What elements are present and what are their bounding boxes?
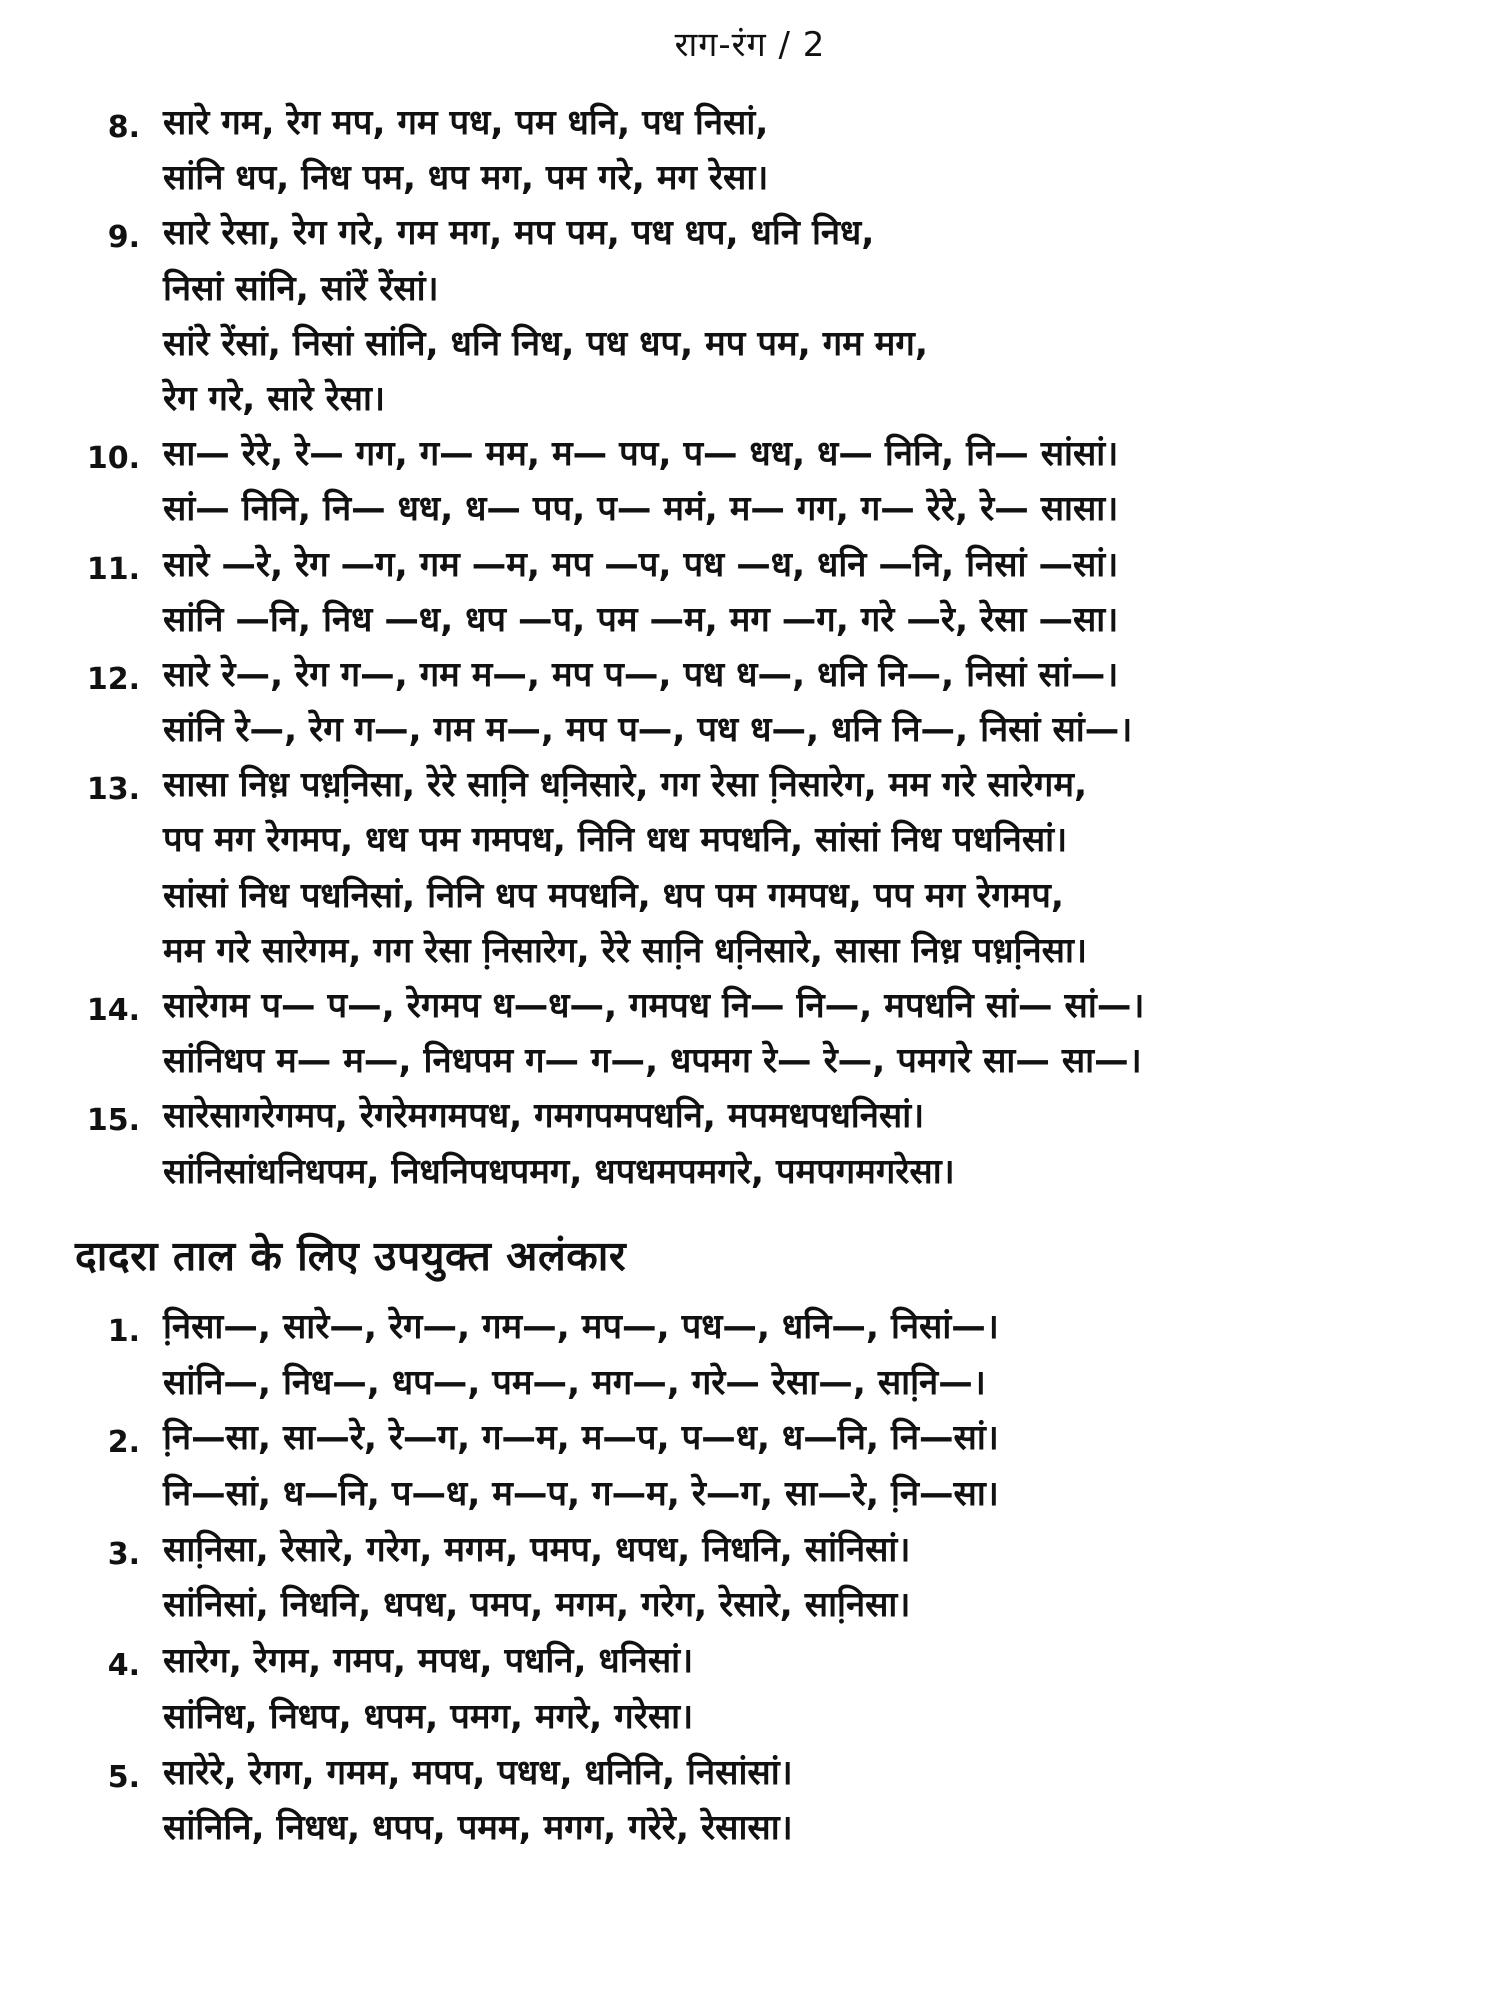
item-number: 10. (86, 441, 140, 477)
list-item (0, 979, 1500, 1089)
page-header: राग-रंग / 2 (674, 25, 826, 65)
alankar-list-dadra (0, 1300, 1500, 1857)
list-item (0, 1300, 1500, 1411)
notation-line: सारे रे—, रेग ग—, गम म—, मप प—, पध ध—, धनि नि—, निसां सां—। (163, 654, 1119, 695)
item-number: 11. (86, 551, 140, 587)
list-item (0, 538, 1500, 648)
notation-line: सासा निध़ पध़नि़सा, रेरे सानि़ धनि़सारे, गग रेसा नि़सारेग, मम गरे सारेगम, (163, 765, 1088, 806)
notation-line: सानि़सा, रेसारे, गरेग, मगम, पमप, धपध, निधनि, सांनिसां। (163, 1529, 911, 1570)
item-number: 5. (107, 1759, 140, 1795)
list-item (0, 1746, 1500, 1857)
notation-line: सांनि—, निध—, धप—, पम—, मग—, गरे— रेसा—, सानि़—। (163, 1362, 986, 1403)
notation-line: सारेग, रेगम, गमप, मपध, पधनि, धनिसां। (163, 1641, 694, 1682)
notation-line: सांनिधप म— म—, निधपम ग— ग—, धपमग रे— रे—, पमगरे सा— सा—। (163, 1041, 1142, 1082)
notation-line: सारेरे, रेगग, गमम, मपप, पधध, धनिनि, निसांसां। (163, 1752, 793, 1793)
notation-line: सा— रेरे, रे— गग, ग— मम, म— पप, प— धध, ध— निनि, नि— सांसां। (163, 434, 1119, 475)
notation-line: सांनिध, निधप, धपम, पमग, मगरे, गरेसा। (163, 1696, 694, 1737)
item-number: 8. (107, 110, 140, 145)
notation-line: सांनिसांधनिधपम, निधनिपधपमग, धपधमपमगरे, पमपगमगरेसा। (163, 1151, 955, 1192)
notation-line: नि़सा—, सारे—, रेग—, गम—, मप—, पध—, धनि—, निसां—। (163, 1307, 999, 1347)
notation-line: रेग गरे, सारे रेसा। (163, 378, 386, 419)
notation-line: सारे गम, रेग मप, गम पध, पम धनि, पध निसां, (163, 103, 769, 143)
alankar-list-main (0, 96, 1500, 1200)
list-item (0, 758, 1500, 979)
item-number: 2. (107, 1425, 140, 1461)
notation-line: मम गरे सारेगम, गग रेसा नि़सारेग, रेरे सानि़ धनि़सारे, सासा निध़ पध़नि़सा। (163, 930, 1088, 971)
notation-line: नि़—सा, सा—रे, रे—ग, ग—म, म—प, प—ध, ध—नि, नि—सां। (163, 1418, 999, 1459)
notation-line: सारेसागरेगमप, रेगरेमगमपध, गमगपमपधनि, मपमधपधनिसां। (163, 1096, 925, 1137)
list-item (0, 1523, 1500, 1634)
notation-line: निसां सांनि, सांरें रेंसां। (163, 268, 439, 309)
list-item (0, 1634, 1500, 1745)
list-item (0, 648, 1500, 758)
list-item (0, 1411, 1500, 1522)
notation-line: सांनि धप, निध पम, धप मग, पम गरे, मग रेसा। (163, 158, 769, 199)
notation-line: सां— निनि, नि— धध, ध— पप, प— ममं, म— गग, ग— रेरे, रे— सासा। (163, 489, 1119, 530)
notation-line: पप मग रेगमप, धध पम गमपध, निनि धध मपधनि, सांसां निध पधनिसां। (163, 820, 1068, 861)
notation-line: सारेगम प— प—, रेगमप ध—ध—, गमपध नि— नि—, मपधनि सां— सां—। (163, 986, 1145, 1026)
section-heading-dadra: दादरा ताल के लिए उपयुक्त अलंकार (75, 1232, 627, 1280)
item-number: 1. (107, 1314, 140, 1349)
notation-line: सांनिनि, निधध, धपप, पमम, मगग, गरेरे, रेसासा। (163, 1808, 793, 1849)
notation-line: सारे रेसा, रेग गरे, गम मग, मप पम, पध धप, धनि निध, (163, 213, 875, 254)
notation-line: सांरे रेंसां, निसां सांनि, धनि निध, पध धप, मप पम, गम मग, (163, 323, 928, 364)
notation-line: सांसां निध पधनिसां, निनि धप मपधनि, धप पम गमपध, पप मग रेगमप, (163, 875, 1064, 916)
list-item (0, 427, 1500, 537)
item-number: 12. (86, 661, 140, 697)
notation-line: सारे —रे, रेग —ग, गम —म, मप —प, पध —ध, धनि —नि, निसां —सां। (163, 544, 1119, 585)
notation-line: सांनि —नि, निध —ध, धप —प, पम —म, मग —ग, गरे —रे, रेसा —सा। (163, 599, 1119, 640)
list-item (0, 96, 1500, 206)
list-item (0, 206, 1500, 427)
item-number: 14. (86, 993, 140, 1028)
list-item (0, 1089, 1500, 1199)
notation-line: सांनिसां, निधनि, धपध, पमप, मगम, गरेग, रेसारे, सानि़सा। (163, 1585, 911, 1626)
notation-line: सांनि रे—, रेग ग—, गम म—, मप प—, पध ध—, धनि नि—, निसां सां—। (163, 710, 1133, 751)
item-number: 4. (107, 1648, 140, 1684)
item-number: 3. (107, 1536, 140, 1572)
notation-line: नि—सां, ध—नि, प—ध, म—प, ग—म, रे—ग, सा—रे, नि़—सा। (163, 1474, 999, 1515)
item-number: 13. (86, 772, 140, 808)
item-number: 9. (107, 220, 140, 256)
item-number: 15. (86, 1103, 140, 1139)
